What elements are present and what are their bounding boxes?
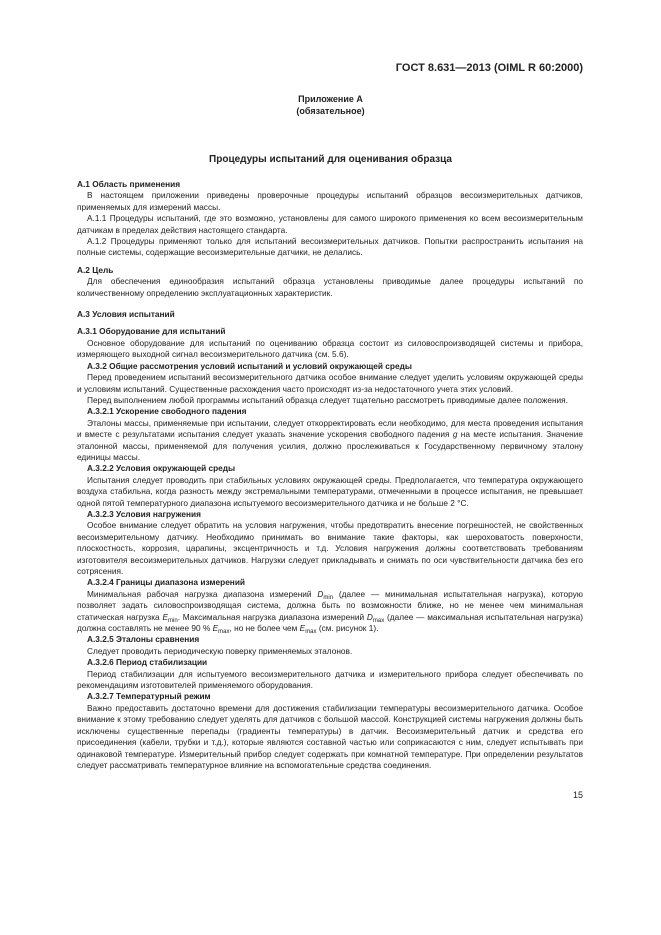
standard-code: ГОСТ 8.631—2013 (OIML R 60:2000) (395, 62, 583, 74)
paragraph: Минимальная рабочая нагрузка диапазона измерений $D_{min}$ (далее — минимальная испытательная нагрузка), которую позволяет задать силовоспроизводящая система, должна быть по возможности ближе, но не менее чем минимальная статическая нагрузка $E_{min}$. Максимальная нагрузка диапазона измерений $D_{max}$ (далее — максимальная испытательная нагрузка) должна составлять не менее 90 % $E_{max}$, но не более чем $E_{max}$ (см. рисунок 1). (77, 588, 583, 636)
paragraph: В настоящем приложении приведены проверочные процедуры испытаний образцов весоизмерительных датчиков, применяемых для измерений массы. (77, 190, 583, 212)
subsection-heading: А.3.2.3 Условия нагружения (87, 508, 201, 519)
section-heading: А.1 Область применения (77, 179, 181, 189)
section-heading: А.3 Условия испытаний (77, 309, 175, 320)
subsection-heading: А.3.2.6 Период стабилизации (87, 657, 208, 668)
subsection-heading: А.3.1 Оборудование для испытаний (77, 326, 226, 337)
paragraph: Перед проведением испытаний весоизмерительного датчика особое внимание следует уделить условиям окружающей среды и условиям испытаний. Существенные расхождения часто происходят из-за недостаточного учета этих условий. (77, 372, 583, 394)
section-heading: А.2 Цель (77, 264, 114, 275)
annex-title: Приложение А (298, 94, 363, 104)
paragraph: Следует проводить периодическую поверку применяемых эталонов. (87, 645, 353, 656)
annex-heading (0, 93, 661, 117)
subsection-heading: А.3.2.2 Условия окружающей среды (87, 463, 236, 474)
document-title: Процедуры испытаний для оценивания образца (209, 154, 452, 165)
paragraph: Эталоны массы, применяемые при испытании, следует откорректировать если необходимо, для места проведения испытания и вместе с результатами испытания следует указать значение ускорения свободного падения g на месте испытания. Значение эталонной массы, применяемой для получения усилия, должно прослеживаться к Государственному первичному эталону единицы массы. (77, 417, 583, 462)
paragraph: Испытания следует проводить при стабильных условиях окружающей среды. Предполагается, что температура окружающего воздуха стабильна, когда разность между экстремальными температурами, отмеченными в процессе испытания, не превышает одной пятой температурного диапазона испытуемого весоизмерительного датчика и не больше 2 °С. (77, 474, 583, 508)
subsection-heading: А.3.2.5 Эталоны сравнения (87, 634, 200, 645)
paragraph: Важно предоставить достаточно времени для достижения стабилизации температуры весоизмерительного датчика. Особое внимание к этому требованию следует уделять для датчиков с большой массой. Конструкцией системы нагружения должны быть исключены существенные перепады (градиенты температуры) в датчик. Весоизмерительный датчик и средства его присоединения (кабели, трубки и т.д.), которые являются составной частью или соприкасаются с ним, следует испытывать при одинаковой температуре. Измерительный прибор следует содержать при комнатной температуре. При определении результатов следует рассматривать температурное влияние на вспомогательные средства соединения. (77, 702, 583, 770)
paragraph: А.1.1 Процедуры испытаний, где это возможно, установлены для самого широкого применения ко всем весоизмерительным датчикам в пределах действия настоящего стандарта. (77, 213, 583, 235)
paragraph: А.1.2 Процедуры применяют только для испытаний весоизмерительных датчиков. Попытки распространить испытания на полные системы, содержащие весоизмерительные датчики, не делались. (77, 236, 583, 258)
document-body (77, 179, 583, 771)
annex-status: (обязательное) (296, 106, 365, 116)
subsection-heading: А.3.2.1 Ускорение свободного падения (87, 406, 247, 417)
symbol-g: g (452, 429, 458, 440)
paragraph: Период стабилизации для испытуемого весоизмерительного датчика и измерительного прибора следует обеспечивать по рекомендациям изготовителей применяемого оборудования. (77, 668, 583, 691)
paragraph: Для обеспечения единообразия испытаний образца установлены приводимые далее процедуры испытаний по количественному определению эксплуатационных характеристик. (77, 276, 583, 298)
page-number: 15 (572, 790, 583, 800)
paragraph: Особое внимание следует обратить на условия нагружения, чтобы предотвратить внесение погрешностей, не свойственных весоизмерительному датчику. Необходимо принимать во внимание такие факторы, как шероховатость поверхности, плоскостность, коррозия, царапины, эксцентричность и т.д. Условия нагружения должны соответствовать требованиям изготовителя весоизмерительных датчиков. Нагрузки следует прикладывать и снимать по оси чувствительности датчика без его сотрясения. (77, 520, 583, 576)
subsection-heading: А.3.2 Общие рассмотрения условий испытаний и условий окружающей среды (87, 360, 412, 371)
paragraph: Основное оборудование для испытаний по оцениванию образца состоит из силовоспроизводящей системы и прибора, измеряющего выходной сигнал весоизмерительного датчика (см. 5.6). (77, 337, 583, 360)
paragraph: Перед выполнением любой программы испытаний образца следует тщательно рассмотреть приводимые далее положения. (87, 394, 568, 405)
subsection-heading: А.3.2.7 Температурный режим (87, 691, 211, 702)
subsection-heading: А.3.2.4 Границы диапазона измерений (87, 577, 246, 588)
